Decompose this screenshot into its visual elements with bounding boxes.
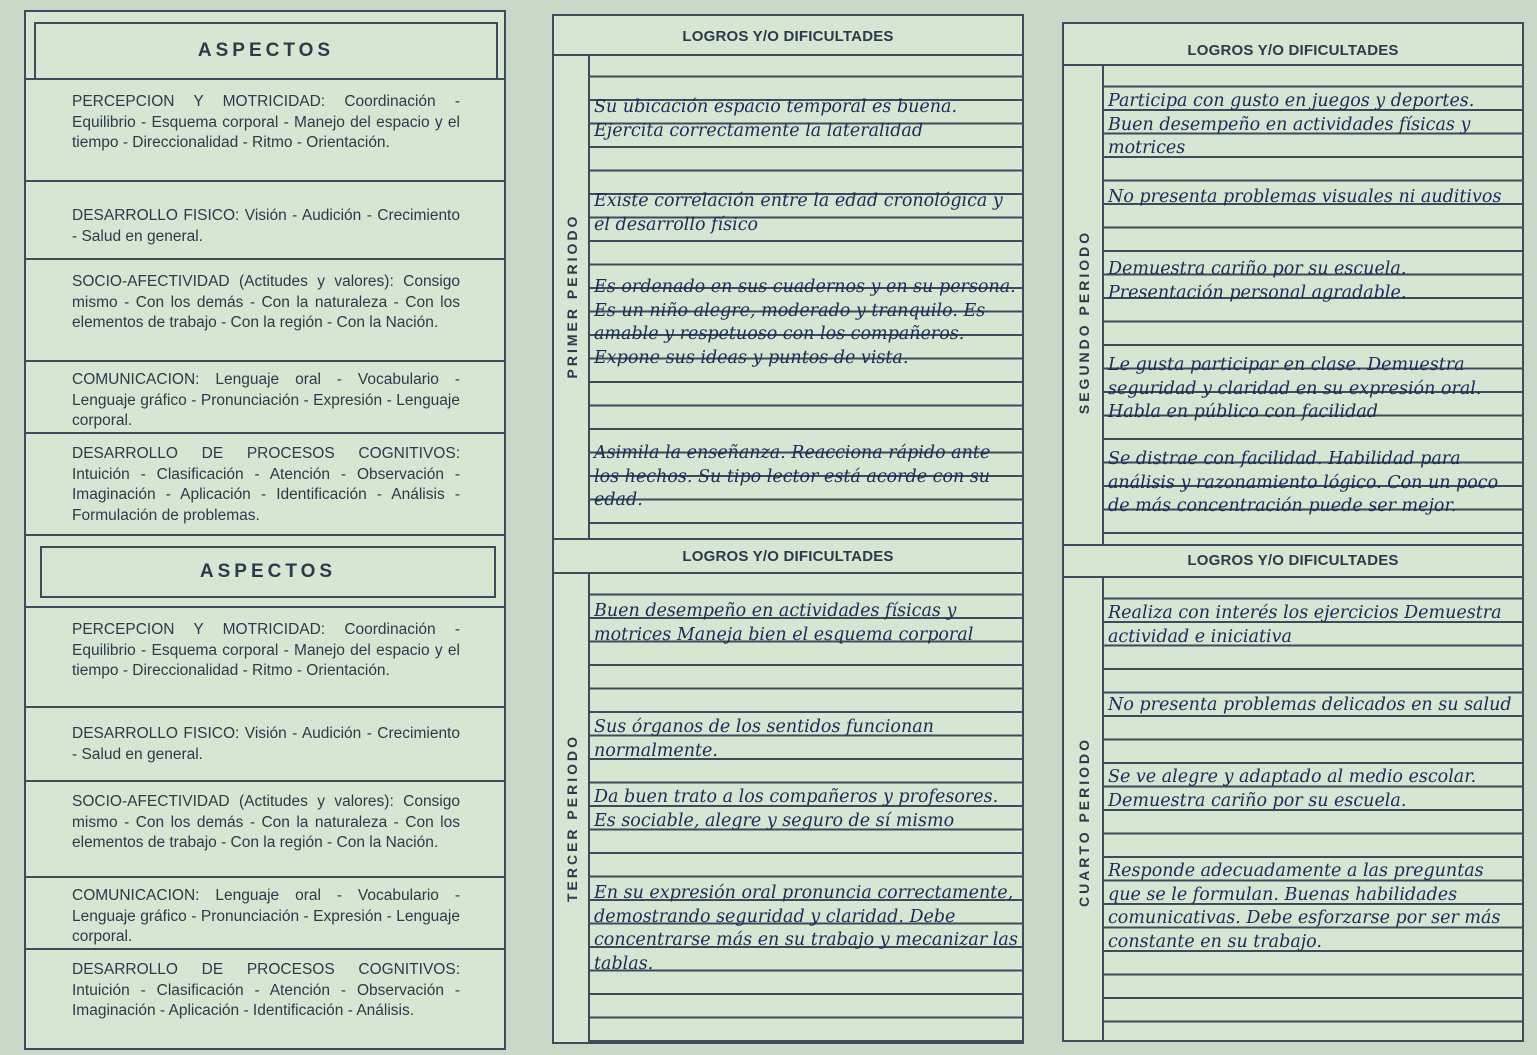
aspect-heading: COMUNICACION:: [72, 887, 200, 904]
aspect-socio-afectividad-2: [26, 780, 504, 878]
aspect-heading: DESARROLLO FISICO:: [72, 207, 240, 224]
cuarto-entry-3: Se ve alegre y adaptado al medio escolar. Demuestra cariño por su escuela.: [1108, 767, 1477, 811]
aspect-desarrollo-fisico: [26, 180, 504, 260]
aspects-title-1: ASPECTOS: [34, 22, 498, 80]
logros-header-primer: LOGROS Y/O DIFICULTADES: [682, 28, 894, 45]
periods-panel-2-4: [1062, 22, 1524, 1042]
segundo-entry-3: Demuestra cariño por su escuela. Presentación personal agradable.: [1108, 259, 1407, 303]
tercer-periodo-ruled-area: [590, 572, 1022, 1044]
tercer-entry-2: Sus órganos de los sentidos funcionan normalmente.: [594, 717, 934, 761]
aspect-heading: DESARROLLO DE PROCESOS COGNITIVOS:: [72, 445, 460, 462]
aspect-text: Coordinación - Equilibrio - Esquema corporal - Manejo del espacio y el tiempo - Direccionalidad - Ritmo - Orientación.: [72, 621, 460, 679]
cuarto-periodo-ruled-area: [1104, 576, 1522, 1042]
aspect-procesos-cognitivos-2: [26, 948, 504, 1048]
segundo-periodo-ruled-area: [1104, 64, 1522, 544]
aspect-text: Visión - Audición - Crecimiento - Salud en general.: [72, 207, 460, 245]
segundo-entry-4: Le gusta participar en clase. Demuestra seguridad y claridad en su expresión oral. Habla en público con facilidad: [1108, 355, 1482, 422]
cuarto-entry-4: Responde adecuadamente a las preguntas que se le formulan. Buenas habilidades comunicativas. Debe esforzarse por ser más constante en su trabajo.: [1108, 861, 1501, 952]
logros-header-cuarto: LOGROS Y/O DIFICULTADES: [1187, 552, 1399, 569]
segundo-entry-1: Participa con gusto en juegos y deportes. Buen desempeño en actividades físicas y motrices: [1108, 91, 1475, 158]
aspect-socio-afectividad: [26, 258, 504, 362]
aspect-heading: COMUNICACION:: [72, 371, 200, 388]
period-label-tercer: TERCER PERIODO: [564, 734, 580, 903]
aspect-heading: DESARROLLO FISICO:: [72, 725, 240, 742]
aspect-heading: SOCIO-AFECTIVIDAD: [72, 793, 230, 810]
aspect-percepcion: [26, 78, 504, 182]
logros-header-segundo: LOGROS Y/O DIFICULTADES: [1187, 42, 1399, 59]
aspect-text: (Actitudes y valores): Consigo mismo - Con los demás - Con la naturaleza - Con los elementos de trabajo - Con la región - Con la Nación.: [72, 793, 460, 851]
tercer-entry-4: En su expresión oral pronuncia correctamente, demostrando seguridad y claridad. Debe concentrarse más en su trabajo y mecanizar las tablas.: [594, 883, 1018, 974]
aspect-text: Coordinación - Equilibrio - Esquema corporal - Manejo del espacio y el tiempo - Direccionalidad - Ritmo - Orientación.: [72, 93, 460, 151]
aspect-heading: SOCIO-AFECTIVIDAD: [72, 273, 230, 290]
tercer-entry-1: Buen desempeño en actividades físicas y motrices Maneja bien el esquema corporal: [594, 601, 974, 645]
aspect-comunicacion-2: [26, 876, 504, 950]
aspect-text: Lenguaje oral - Vocabulario - Lenguaje gráfico - Pronunciación - Expresión - Lenguaje corporal.: [72, 887, 460, 945]
aspect-text: Lenguaje oral - Vocabulario - Lenguaje gráfico - Pronunciación - Expresión - Lenguaje corporal.: [72, 371, 460, 429]
cuarto-entry-2: No presenta problemas delicados en su salud: [1108, 695, 1512, 715]
primer-entry-4: Asimila la enseñanza. Reacciona rápido ante los hechos. Su tipo lector está acorde con su edad.: [594, 443, 991, 510]
segundo-entry-2: No presenta problemas visuales ni auditivos: [1108, 187, 1502, 207]
aspect-heading: DESARROLLO DE PROCESOS COGNITIVOS:: [72, 961, 460, 978]
cuarto-entry-1: Realiza con interés los ejercicios Demuestra actividad e iniciativa: [1108, 603, 1502, 647]
period-label-primer: PRIMER PERIODO: [564, 213, 580, 379]
aspect-text: Intuición - Clasificación - Atención - Observación - Imaginación - Aplicación - Identificación - Análisis.: [72, 981, 460, 1019]
logros-header-tercer: LOGROS Y/O DIFICULTADES: [682, 548, 894, 565]
aspect-comunicacion: [26, 360, 504, 434]
aspects-title-2: ASPECTOS: [40, 546, 496, 598]
aspect-heading: PERCEPCION Y MOTRICIDAD:: [72, 93, 326, 110]
primer-entry-3: Es ordenado en sus cuadernos y en su persona. Es un niño alegre, moderado y tranquilo. Es amable y respetuoso con los compañeros. Expone sus ideas y puntos de vista.: [594, 277, 1016, 368]
aspect-text: (Actitudes y valores): Consigo mismo - Con los demás - Con la naturaleza - Con los elementos de trabajo - Con la región - Con la Nación.: [72, 273, 460, 331]
period-label-cuarto: CUARTO PERIODO: [1076, 736, 1092, 908]
aspect-desarrollo-fisico-2: [26, 706, 504, 782]
aspect-percepcion-2: [26, 606, 504, 708]
periods-panel-1-3: [552, 14, 1024, 1044]
primer-periodo-ruled-area: [590, 54, 1022, 538]
aspect-procesos-cognitivos: [26, 432, 504, 536]
aspects-panel: [24, 10, 506, 1050]
period-label-segundo: SEGUNDO PERIODO: [1076, 229, 1092, 415]
aspect-text: Intuición - Clasificación - Atención - Observación - Imaginación - Aplicación - Identificación - Análisis - Formulación de problemas.: [72, 465, 460, 524]
primer-entry-1: Su ubicación espacio temporal es buena. Ejercita correctamente la lateralidad: [594, 97, 958, 141]
tercer-entry-3: Da buen trato a los compañeros y profesores. Es sociable, alegre y seguro de sí mismo: [594, 787, 999, 831]
aspect-text: Visión - Audición - Crecimiento - Salud en general.: [72, 725, 460, 763]
segundo-entry-5: Se distrae con facilidad. Habilidad para análisis y razonamiento lógico. Con un poco de más concentración puede ser mejor.: [1108, 449, 1499, 516]
aspect-heading: PERCEPCION Y MOTRICIDAD:: [72, 621, 326, 638]
primer-entry-2: Existe correlación entre la edad cronológica y el desarrollo físico: [594, 191, 1003, 235]
